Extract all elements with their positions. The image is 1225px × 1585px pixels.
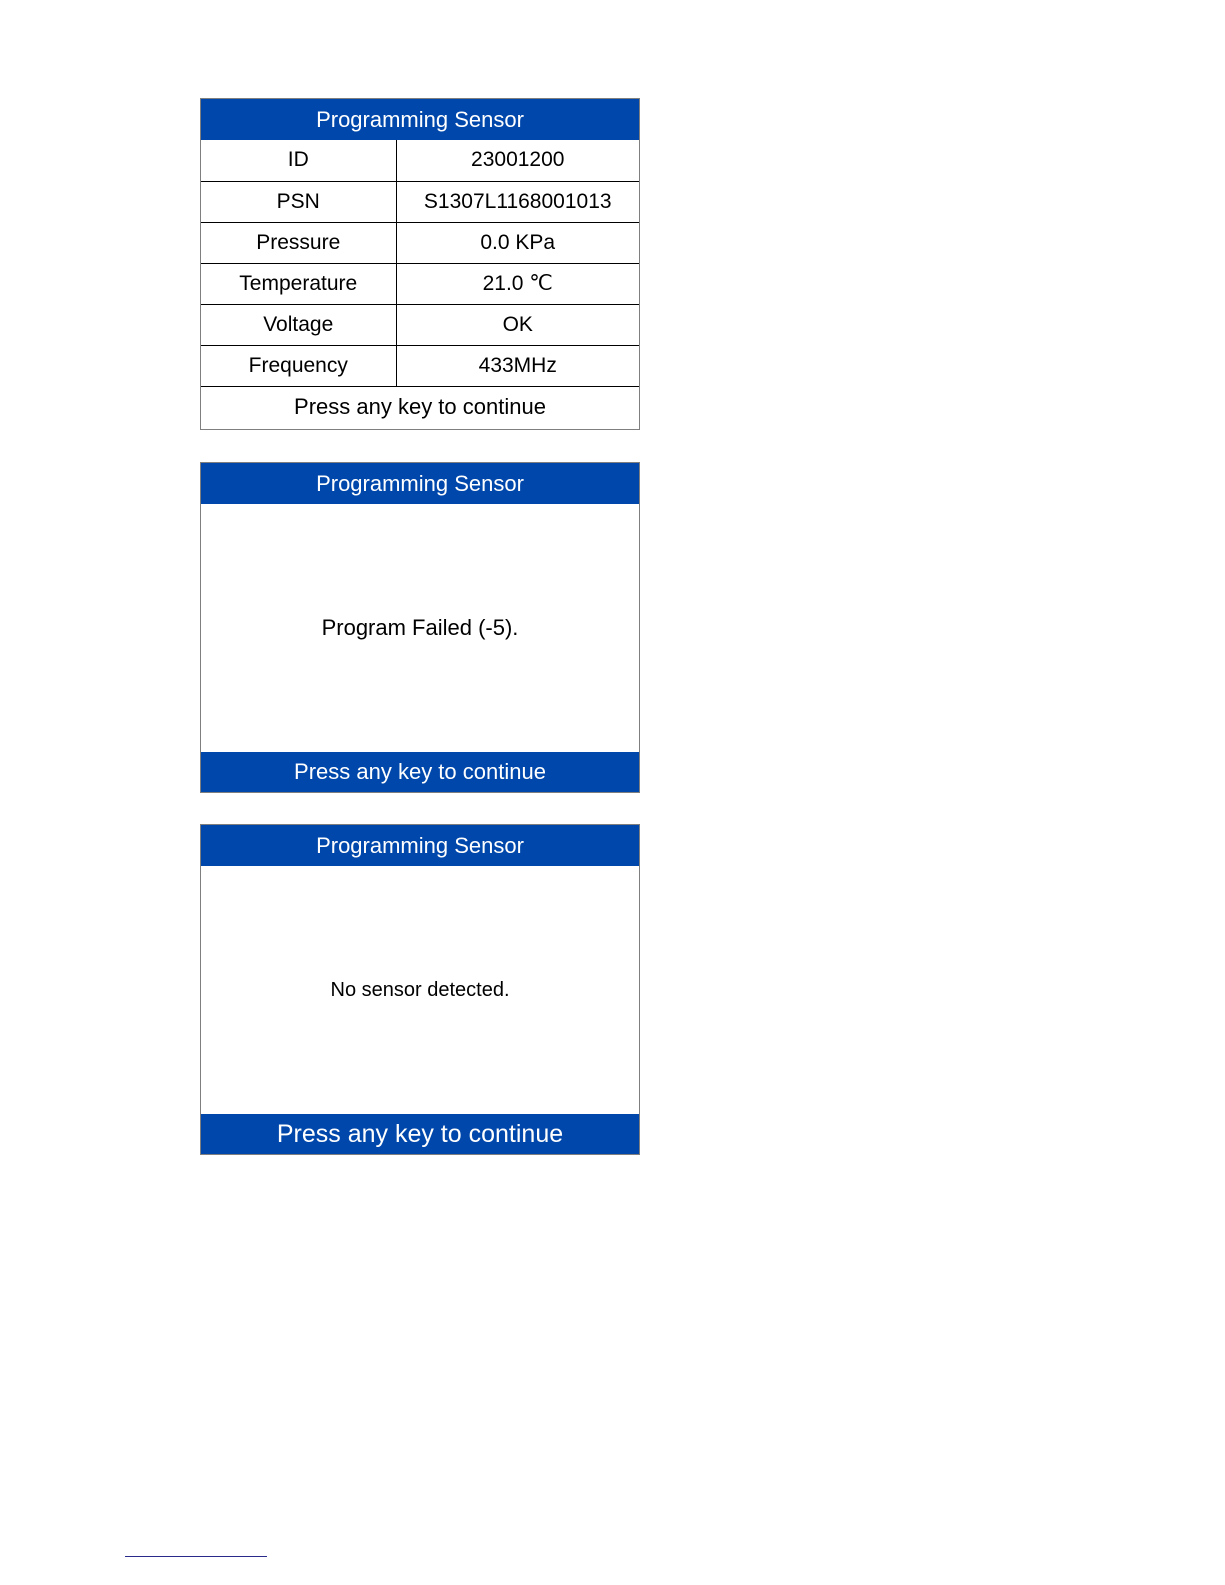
continue-prompt[interactable]: Press any key to continue — [201, 1114, 639, 1154]
row-value-id: 23001200 — [471, 148, 565, 172]
row-label-pressure: Pressure — [201, 222, 396, 263]
row-value-temperature: 21.0 ℃ — [396, 263, 639, 304]
row-label-id: ID — [201, 140, 396, 181]
screen-title: Programming Sensor — [201, 463, 639, 504]
program-failed-screen — [200, 462, 640, 793]
table-row — [201, 140, 639, 181]
no-sensor-screen — [200, 824, 640, 1155]
row-value-psn: S1307L1168001013 — [396, 181, 639, 222]
screen-title: Programming Sensor — [201, 825, 639, 866]
row-value-pressure: 0.0 KPa — [396, 222, 639, 263]
sensor-info-table — [201, 140, 639, 386]
table-row — [201, 222, 639, 263]
table-row — [201, 181, 639, 222]
row-value-voltage: OK — [396, 304, 639, 345]
continue-prompt[interactable]: Press any key to continue — [201, 752, 639, 792]
row-label-voltage: Voltage — [201, 304, 396, 345]
row-label-frequency: Frequency — [201, 345, 396, 386]
screen-title: Programming Sensor — [201, 99, 639, 140]
row-label-temperature: Temperature — [201, 263, 396, 304]
continue-prompt[interactable]: Press any key to continue — [201, 386, 639, 427]
table-row — [201, 263, 639, 304]
row-value-frequency: 433MHz — [396, 345, 639, 386]
row-label-psn: PSN — [201, 181, 396, 222]
sensor-info-screen — [200, 98, 640, 430]
table-row — [201, 345, 639, 386]
table-row — [201, 304, 639, 345]
status-message: No sensor detected. — [330, 978, 510, 1001]
status-message: Program Failed (-5). — [321, 615, 519, 640]
footnote-divider — [125, 1556, 267, 1557]
